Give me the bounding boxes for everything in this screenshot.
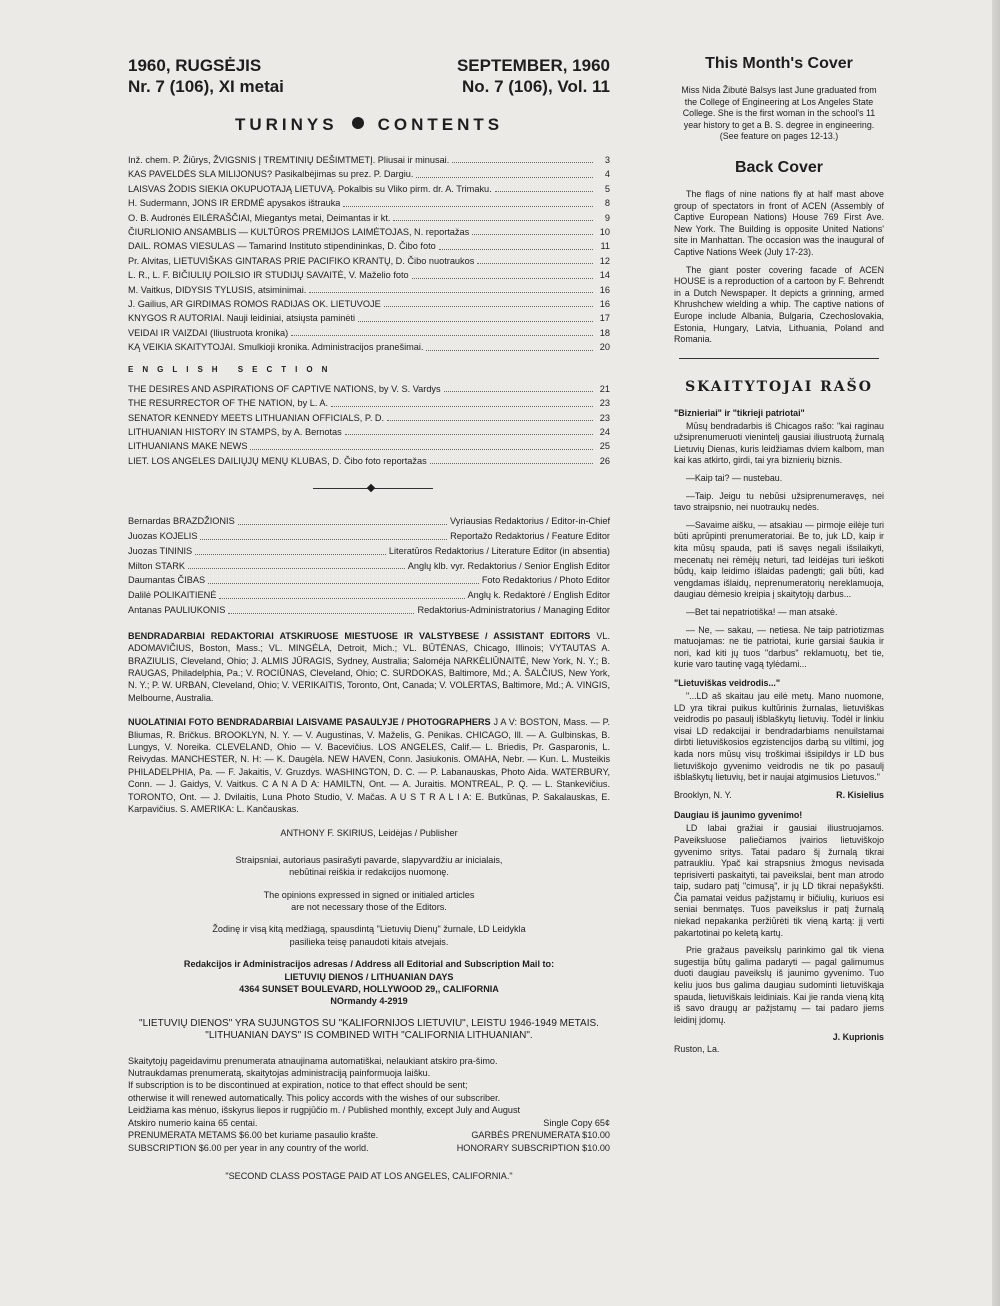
issue-number-lt: Nr. 7 (106), XI metai (128, 77, 284, 96)
reprint-note: Žodinę ir visą kitą medžiagą, spausdintą "Lietuvių Dienų" žurnale, LD Leidykla pasilieka teisę panaudoti kitais atvejais. (212, 924, 526, 947)
toc-item-value: 10 (599, 227, 610, 238)
toc-item (128, 239, 610, 253)
toc-item (128, 297, 610, 311)
toc-item-title: ČIURLIONIO ANSAMBLIS — KULTŪROS PREMIJOS LAIMĖTOJAS, N. reportažas (128, 227, 470, 238)
diamond-icon (367, 484, 375, 492)
staff-item (128, 544, 610, 559)
honorary-lt: GARBĖS PRENUMERATA $10.00 (471, 1130, 610, 1141)
bullet-icon (352, 117, 364, 129)
toc-en-item (128, 382, 610, 396)
staff-item-value: Anglų k. Redaktorė / English Editor (467, 590, 610, 601)
letter-1-title: "Biznieriai" ir "tikrieji patriotai" (674, 407, 805, 418)
toc-item-value: 14 (599, 270, 610, 281)
staff-list (128, 514, 610, 618)
toc-en-item-title: LITHUANIANS MAKE NEWS (128, 441, 248, 452)
staff-item-title: Juozas KOJELIS (128, 530, 198, 541)
issue-header (128, 55, 610, 97)
toc-en-item-title: SENATOR KENNEDY MEETS LITHUANIAN OFFICIALS, P. D. (128, 412, 385, 423)
staff-item-title: Bernardas BRAZDŽIONIS (128, 516, 235, 527)
staff-item-value: Anglų klb. vyr. Redaktorius / Senior English Editor (407, 560, 610, 571)
letter-2-title: "Lietuviškas veidrodis..." (674, 677, 781, 688)
cover-title: This Month's Cover (705, 55, 853, 72)
toc-en-item (128, 396, 610, 410)
editorial-address: Redakcijos ir Administracijos adresas / Address all Editorial and Subscription Mail to: LIETUVIŲ DIENOS / LITHUANIAN DAYS 4364 SUNSET BOULEVARD, HOLLYWOOD 29,, CALIFORNIA NOrmandy 4-2919 (183, 959, 555, 1007)
ornament-divider (128, 482, 610, 494)
letter-2-signature: Brooklyn, N. Y. R. Kisielius (674, 789, 884, 800)
section-rule (679, 358, 879, 359)
toc-item (128, 311, 610, 325)
staff-item (128, 559, 610, 574)
toc-item-value: 4 (604, 169, 610, 180)
toc-item (128, 283, 610, 297)
toc-item-title: O. B. Audronės EILĖRAŠČIAI, Miegantys metai, Deimantas ir kt. (128, 212, 391, 223)
right-column: This Month's Cover Miss Nida Žibutė Balsys last June graduated from the College of Engineering at Los Angeles State College. She is the first woman in the school's 11 year history to get a B. S. degree in engineering. (See feature on pages 12-13.) Back Cover The flags of nine nations fly at half mast above group of spectators in front of ACEN (Assembly of Captive European Nations) House 769 First Ave. New York. The Building is opposite United Nations' site in Manhattan. The occasion was the inaugural of Captive Nations Week (July 17-23). The giant poster covering facade of ACEN HOUSE is a reproduction of a cartoon by F. Behrendt in a Dutch Newspaper. It depicts a grinning, armed Khrushchew wielding a whip. The captive nations of Europe include Albania, Bulgaria, Czechoslovakia, Estonia, Hungary, Latvia, Lithuania, Poland and Romania. SKAITYTOJAI RAŠO "Biznieriai" ir "tikrieji patriotai" Mūsų bendradarbis iš Chicagos rašo: "kai raginau užsiprenumeruoti vienintelį gausiai iliustruotą žurnalą Lietuvių Dienas, kuris leidžiamas dviem kalbom, man kai kas atkirto, girdi, tai yra biznierių biznis. —Kaip tai? — nustebau. —Taip. Jeigu tu nebūsi užsiprenumeravęs, nei tavo straipsnio, nei nuotraukų nedės. —Savaime aišku, — atsakiau — pirmoje eilėje turi būti aprūpinti prenumeratoriai. Be to, juk LD, kaip ir kita mūsų spauda, pati iš savęs negali išsilaikyti, mecenatų nei rėmėjų neturi, tad leidėjas turi ieškoti būdų, kaip leidimo išlaidas padengti; gali būti, kad vengdamas išlaidų, neprenumeratorių nereklamuoja, daugiau dėmesio kreipia į skaitytojų darbus... —Bet tai nepatriotiška! — man atsakė. — Ne, — sakau, — netiesa. Ne taip patriotizmas matuojamas: ne tie patriotai, kurie garsiai šaukia ir nori, kad kiti jų tuos "darbus" reklamuotų, bet tie, kurie varo tautinę vagą tylėdami... "Lietuviškas veidrodis..." "...LD aš skaitau jau eilė metų. Mano nuomone, LD yra tikrai puikus kultūrinis žurnalas, lietuviškas veidrodis po pasaulį išblaškytų lietuvių. Todėl ir linkiu visai LD redakcijai ir bendradarbiams nenuilstamai dirbti lietuviškosios egzistencijos darbą su viltimi, jog kada nors mūsų visų troškimai išsipildys ir LD bus lietuviškojo gyvenimo veidrodis ne tik po pasaulį išblaškytų lietuvių, bet ir naujai atgimusios Lietuvos." Brooklyn, N. Y. R. Kisielius Daugiau iš jaunimo gyvenimo! LD labai gražiai ir gausiai iliustruojamos. Paveiksluose paliečiamos įvairios lietuviškojo gyvenimo sritys. Tatai padaro šį žurnalą tikrai patraukliu. Ypač kai strapsnius žmogus nevisada teprisiverti paskaityti, tai paveikslai, bent man atrodo taip, sudaro patį "cimusą", ir jų LD tikrai nepašykšti. Čia pamatai veidus pažįstamų ir bičiulių, kuriuos esi seniai benmatęs. Tuos paveikslus ir patį žurnalą niekad nepakanka peržiūrėti tik vieną kartą: jį verti pakartotinai po keletą kartų. Prie gražaus paveikslų parinkimo gal tik viena sugestija būtų galima padaryti — pagal galimumus duoti daugiau paveikslų iš jaunimo gyvenimo. Tuo keliu juos bus galima daugiau sudominti lietuviškąja spauda, lietuviškais leidiniais. Kai jie randa vieną kitą iš savo draugų ar pažįstamų — tai padaro jiems leidinį įdomų. J. Kuprionis Ruston, La. (674, 55, 884, 1054)
toc-item-title: VEIDAI IR VAIZDAI (Iliustruota kronika) (128, 327, 289, 338)
toc-item-value: 18 (599, 327, 610, 338)
toc-en-item-value: 26 (599, 455, 610, 466)
issue-date-en: SEPTEMBER, 1960 (456, 56, 610, 75)
toc-item-title: Pr. Alvitas, LIETUVIŠKAS GINTARAS PRIE PACIFIKO KRANTŲ, D. Čibo nuotraukos (128, 255, 475, 266)
single-copy-lt: Atskiro numerio kaina 65 centai. (128, 1117, 258, 1128)
assistant-editors (128, 630, 610, 704)
contents-title (128, 115, 610, 135)
toc-item-value: 9 (604, 212, 610, 223)
staff-item (128, 573, 610, 588)
toc-en-item-value: 21 (599, 383, 610, 394)
page-edge (992, 0, 1000, 1306)
toc-en-item-title: LITHUANIAN HISTORY IN STAMPS, by A. Bernotas (128, 426, 342, 437)
toc-item-title: KNYGOS R AUTORIAI. Nauji leidiniai, atsiųsta paminėti (128, 313, 356, 324)
letter-3-title: Daugiau iš jaunimo gyvenimo! (674, 810, 803, 821)
merger-note: "LIETUVIŲ DIENOS" YRA SUJUNGTOS SU "KALIFORNIJOS LIETUVIU", LEISTU 1946-1949 METAIS. "LITHUANIAN DAYS" IS COMBINED WITH "CALIFORNIA LITHUANIAN". (139, 1017, 599, 1042)
toc-item-title: L. R., L. F. BIČIULIŲ POILSIO IR STUDIJŲ SAVAITĖ, V. Maželio foto (128, 270, 409, 281)
staff-item-value: Foto Redaktorius / Photo Editor (481, 575, 610, 586)
toc-item-value: 17 (599, 313, 610, 324)
staff-item-title: Antanas PAULIUKONIS (128, 604, 226, 615)
toc-en-item-value: 23 (599, 398, 610, 409)
toc-item-title: H. Sudermann, JONS IR ERDMĖ apysakos ištrauka (128, 198, 341, 209)
single-copy-en: Single Copy 65¢ (543, 1117, 610, 1128)
toc-item-value: 20 (599, 342, 610, 353)
assistant-editors-title: BENDRADARBIAI REDAKTORIAI ATSKIRUOSE MIESTUOSE IR VALSTYBESE / ASSISTANT EDITORS (128, 630, 591, 641)
subscription-info: Skaitytojų pageidavimu prenumerata atnaujinama automatiškai, nelaukiant atskiro pra-šimo. Nutraukdamas prenumeratą, skaitytojas administraciją painformuoja laišku. If subscription is to be discontinued at expiration, notice to that effect should be sent; otherwise it will renewed automatically. This policy accords with the wishes of our subscriber. Leidžiama kas mėnuo, išskyrus liepos ir rugpjūčio m. / Published monthly, except July and August Atskiro numerio kaina 65 centai. Single Copy 65¢ PRENUMERATA METAMS $6.00 bet kuriame pasaulio krašte. GARBĖS PRENUMERATA $10.00 SUBSCRIPTION $6.00 per year in any country of the world. HONORARY SUBSCRIPTION $10.00 (128, 1055, 610, 1153)
toc-item-title: LAISVAS ŽODIS SIEKIA OKUPUOTAJĄ LIETUVĄ. Pokalbis su Vliko pirm. dr. A. Trimaku. (128, 183, 492, 194)
staff-item-value: Literatūros Redaktorius / Literature Editor (in absentia) (388, 545, 610, 556)
photographers-body: J A V: BOSTON, Mass. — P. Bliumas, R. Bričkus. BROOKLYN, N. Y. — V. Augustinas, V. Maželis, G. Penikas. CHICAGO, Ill. — A. Gulbinskas, B. Lungys, V. Noreika. CLEVELAND, Ohio — V. Bacevičius. LOS ANGELES, Calif.— L. Briedis, Pr. Gasparonis, L. Reivydas. MANCHESTER, N. H: — K. Daugėla. NEW HAVEN, Conn. Jasiukonis. OMAHA, Nebr. — Kun. L. Musteikis PHILADELPHIA, Pa. — F. Jakaitis, V. Gruzdys. WASHINGTON, D. C. — P. Labanauskas, Photo Aida. WATERBURY, Conn. — J. Gaidys, V. Vaitkus. C A N A D A: HAMILTN, Ont. — A. Juraitis. MONTREAL, P. Q. — L. Stankevičius. TORONTO, Ont. — J. Dvilaitis, Luna Photo Studio, V. Mačas. A U S T R A L I A: E. Butkūnas, P. Sakalauskas, E. Karpavičius. S. AMERIKA: L. Kančauskas. (128, 717, 610, 814)
opinions-en: The opinions expressed in signed or initialed articles are not necessary those of the Editors. (263, 889, 475, 913)
staff-item-title: Juozas TININIS (128, 545, 193, 556)
toc-item-value: 11 (600, 241, 610, 252)
toc-item-value: 16 (599, 284, 610, 295)
honorary-en: HONORARY SUBSCRIPTION $10.00 (456, 1142, 610, 1153)
staff-item-title: Dalilė POLIKAITIENĖ (128, 590, 217, 601)
back-cover-p1: The flags of nine nations fly at half mast above group of spectators in front of ACEN (Assembly of Captive European Nations) House 769 First Ave. New York. The Building is opposite United Nations' site in Manhattan. The occasion was the inaugural of Captive Nations Week (July 17-23). (674, 188, 884, 257)
toc-en-item-title: THE RESURRECTOR OF THE NATION, by L. A. (128, 398, 329, 409)
toc-item (128, 167, 610, 181)
toc-item (128, 211, 610, 225)
issue-number-en: No. 7 (106), Vol. 11 (461, 77, 610, 96)
back-cover-p2: The giant poster covering facade of ACEN HOUSE is a reproduction of a cartoon by F. Behrendt in a Dutch Newspaper. It depicts a grinning, armed Khrushchew wielding a whip. The captive nations of Europe include Albania, Bulgaria, Czechoslovakia, Estonia, Hungary, Latvia, Lithuania, Poland and Romania. (674, 264, 884, 345)
letters-title: SKAITYTOJAI RAŠO (685, 378, 873, 395)
staff-item (128, 514, 610, 529)
toc-item (128, 196, 610, 210)
toc-item (128, 340, 610, 354)
toc-item (128, 225, 610, 239)
toc-en-item (128, 411, 610, 425)
toc-item-value: 16 (599, 299, 610, 310)
toc-item-title: J. Gailius, AR GIRDIMAS ROMOS RADIJAS OK. LIETUVOJE (128, 299, 381, 310)
toc-en-item-value: 23 (599, 412, 610, 423)
issue-header-lt (128, 55, 284, 97)
toc-item (128, 254, 610, 268)
price-en: SUBSCRIPTION $6.00 per year in any country of the world. (128, 1142, 369, 1153)
toc-item (128, 268, 610, 282)
toc-item-value: 3 (604, 155, 610, 165)
contents-title-en: CONTENTS (377, 115, 504, 134)
toc-en-item-title: THE DESIRES AND ASPIRATIONS OF CAPTIVE NATIONS, by V. S. Vardys (128, 383, 441, 394)
opinions-lt: Straipsniai, autoriaus pasirašyti pavarde, slapyvardžiu ar inicialais, nebūtinai reiškia ir redakcijos nuomonę. (235, 854, 503, 878)
toc-item-value: 8 (604, 198, 610, 209)
left-column (128, 55, 610, 1182)
toc-en-item (128, 439, 610, 453)
letter-3-signature: J. Kuprionis (832, 1032, 884, 1043)
toc-en-item (128, 425, 610, 439)
staff-item-title: Milton STARK (128, 560, 186, 571)
toc-list (128, 153, 610, 355)
toc-item-title: DAIL. ROMAS VIESULAS — Tamarind Instituto stipendininkas, D. Čibo foto (128, 241, 436, 252)
staff-item-value: Vyriausias Redaktorius / Editor-in-Chief (450, 516, 610, 527)
cover-text: Miss Nida Žibutė Balsys last June graduated from the College of Engineering at Los Angeles State College. She is the first woman in the school's 11 year history to get a B. S. degree in engineering. (See feature on pages 12-13.) (681, 85, 877, 142)
toc-item-value: 12 (599, 255, 610, 266)
back-cover-title: Back Cover (734, 158, 824, 176)
toc-item-title: Inž. chem. P. Žiūrys, ŽVIGSNIS Į TREMTINIŲ DEŠIMTMETĮ. Pliusai ir minusai. (128, 155, 450, 165)
staff-item-title: Daumantas ČIBAS (128, 575, 206, 586)
contents-title-lt: TURINYS (234, 115, 338, 134)
toc-item-title: M. Vaitkus, DIDYSIS TYLUSIS, atsiminimai. (128, 284, 307, 295)
photographers (128, 716, 610, 815)
staff-item (128, 603, 610, 618)
toc-item (128, 326, 610, 340)
toc-en-item (128, 454, 610, 468)
toc-item-value: 5 (604, 183, 610, 194)
english-section-title: ENGLISH SECTION (128, 364, 337, 374)
staff-item (128, 529, 610, 544)
toc-en-item-value: 24 (599, 426, 610, 437)
photographers-title: NUOLATINIAI FOTO BENDRADARBIAI LAISVAME PASAULYJE / PHOTOGRAPHERS (128, 717, 491, 728)
toc-en-item-value: 25 (599, 441, 610, 452)
staff-item-value: Reportažo Redaktorius / Feature Editor (450, 530, 610, 541)
price-lt: PRENUMERATA METAMS $6.00 bet kuriame pasaulio krašte. (128, 1130, 379, 1141)
publisher-line: ANTHONY F. SKIRIUS, Leidėjas / Publisher (280, 828, 458, 839)
staff-item (128, 588, 610, 603)
issue-date-lt: 1960, RUGSĖJIS (128, 56, 262, 75)
postage-note: "SECOND CLASS POSTAGE PAID AT LOS ANGELES, CALIFORNIA." (225, 1170, 513, 1181)
toc-item-title: KĄ VEIKIA SKAITYTOJAI. Smulkioji kronika. Administracijos pranešimai. (128, 342, 424, 353)
toc-en-item-title: LIET. LOS ANGELES DAILIŲJŲ MENŲ KLUBAS, D. Čibo foto reportažas (128, 455, 427, 466)
toc-en-list (128, 382, 610, 468)
assistant-editors-body: VL. ADOMAVIČIUS, Boston, Mass.; VL. MINGĖLA, Detroit, Mich.; VL. BŪTĖNAS, Chicago, Illinois; VYTAUTAS A. BRAZIULIS, Cleveland, Ohio; J. ALMIS JŪRAGIS, Sydney, Australia; Saloméja NARKĖLIŪNAITĖ, New York, N. Y.; B. RAUGAS, Philadelphia, Pa.; V. ROCIŪNAS, Cleveland, Ohio; C. SURDOKAS, Baltimore, Md.; A. ŠALČIUS, New York, N. Y.; P. W. URBAN, Cleveland, Ohio; V. VERIKAITIS, Toronto, Ont, Canada; V. VOLERTAS, Baltimore, Md.; A. VINGIS, Melbourne, Australia. (128, 630, 611, 703)
toc-item (128, 182, 610, 196)
toc-item-title: KAS PAVELDĖS SLA MILIJONUS? Pasikalbėjimas su prez. P. Dargiu. (128, 169, 414, 180)
staff-item-value: Redaktorius-Administratorius / Managing Editor (417, 604, 610, 615)
toc-item (128, 153, 610, 167)
issue-header-en (457, 55, 610, 97)
